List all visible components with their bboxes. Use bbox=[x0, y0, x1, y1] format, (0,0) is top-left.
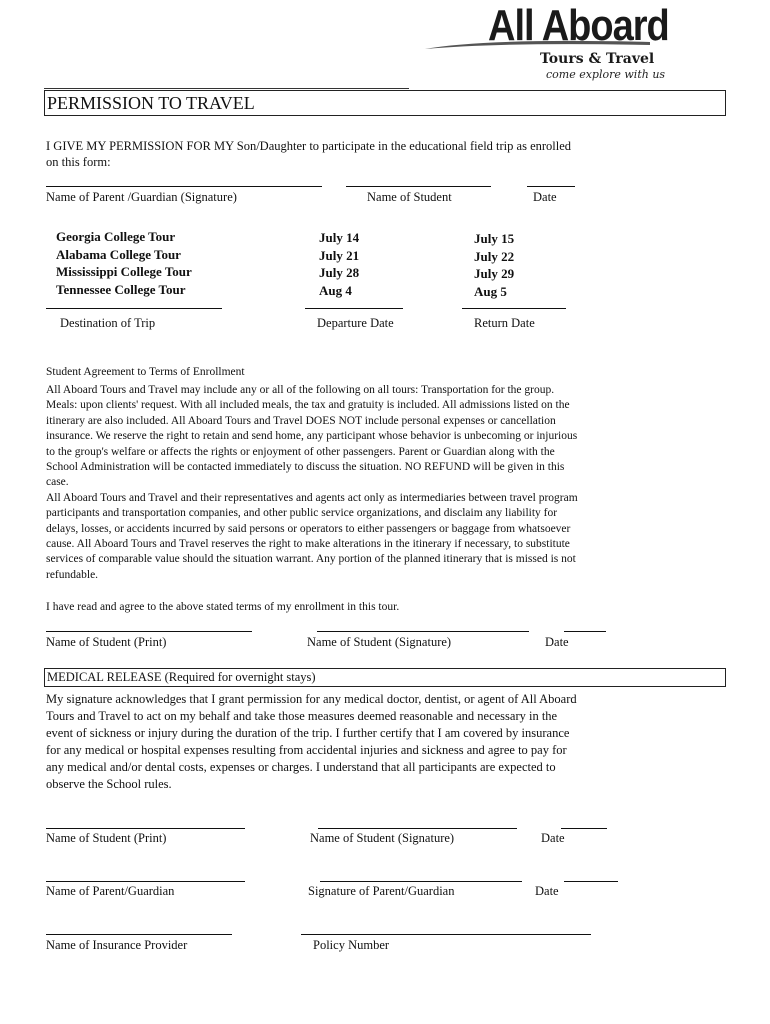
medical-line: My signature acknowledges that I grant permission for any medical doctor, dentist, or agent of All Aboard bbox=[46, 692, 577, 706]
logo-tagline: come explore with us bbox=[546, 68, 666, 81]
departure-date: July 21 bbox=[319, 247, 360, 263]
medical-line: observe the School rules. bbox=[46, 777, 172, 791]
date-label: Date bbox=[535, 884, 559, 898]
student-signature-label: Name of Student (Signature) bbox=[310, 831, 455, 845]
agreement-line: School Administration will be contacted immediately to discuss the situation. NO REFUND will be given in this bbox=[46, 461, 565, 474]
agreement-line: case. bbox=[46, 476, 69, 489]
date-label: Date bbox=[533, 190, 557, 204]
return-date: July 15 bbox=[474, 231, 515, 246]
destination-column bbox=[56, 228, 192, 298]
student-signature-line[interactable] bbox=[318, 828, 517, 829]
logo-subtitle: Tours & Travel bbox=[540, 51, 655, 67]
agreement-line: services of comparable value should the situation warrant. Any portion of the planned itinerary that is missed is not bbox=[46, 553, 576, 566]
departure-line bbox=[305, 308, 403, 309]
return-date: Aug 5 bbox=[474, 283, 507, 299]
return-label: Return Date bbox=[474, 316, 535, 330]
medical-line: event of sickness or injury during the duration of the trip. I further certify that I am covered by insurance bbox=[46, 726, 570, 740]
date-label: Date bbox=[541, 831, 565, 845]
medical-text bbox=[46, 691, 626, 793]
insurance-provider-line[interactable] bbox=[46, 934, 232, 935]
date-line[interactable] bbox=[561, 828, 607, 829]
destination-label: Destination of Trip bbox=[60, 316, 156, 330]
page-title: PERMISSION TO TRAVEL bbox=[47, 93, 255, 113]
date-line[interactable] bbox=[527, 186, 575, 187]
student-print-label: Name of Student (Print) bbox=[46, 635, 167, 649]
destination-item: Alabama College Tour bbox=[56, 246, 181, 262]
agreement-line: All Aboard Tours and Travel may include any or all of the following on all tours: Transportation for the group. bbox=[46, 384, 555, 396]
parent-signature-label: Name of Parent /Guardian (Signature) bbox=[46, 190, 237, 204]
agreement-line: cause. All Aboard Tours and Travel reserves the right to make alterations in the itinerary if necessary, to substitute bbox=[46, 538, 570, 551]
medical-release-heading: MEDICAL RELEASE (Required for overnight stays) bbox=[47, 670, 316, 684]
parent-name-label: Name of Parent/Guardian bbox=[46, 884, 175, 898]
departure-date: July 14 bbox=[319, 230, 360, 245]
permission-text-line-1: I GIVE MY PERMISSION FOR MY Son/Daughter to participate in the educational field trip as enrolled bbox=[46, 139, 572, 153]
agreement-line: refundable. bbox=[46, 568, 99, 581]
return-line bbox=[462, 308, 566, 309]
medical-line: for any medical or hospital expenses resulting from accidental injuries and sickness and agree to pay for bbox=[46, 743, 567, 757]
return-date: July 29 bbox=[474, 266, 515, 281]
agreement-line: All Aboard Tours and Travel and their representatives and agents act only as intermediaries between travel program bbox=[46, 491, 578, 504]
date-line[interactable] bbox=[564, 631, 606, 632]
student-print-label: Name of Student (Print) bbox=[46, 831, 167, 845]
student-name-line[interactable] bbox=[346, 186, 491, 187]
departure-date: July 28 bbox=[319, 265, 360, 280]
agreement-text bbox=[46, 383, 626, 583]
departure-date: Aug 4 bbox=[319, 282, 352, 298]
return-column bbox=[474, 230, 514, 300]
medical-line: any medical and/or dental costs, expenses or charges. I understand that all participants are expected to bbox=[46, 760, 556, 774]
parent-name-line[interactable] bbox=[46, 881, 245, 882]
parent-signature-line[interactable] bbox=[320, 881, 522, 882]
agreement-line: delays, losses, or accidents incurred by said persons or operators to either passengers or baggage from whatsoever bbox=[46, 522, 571, 535]
destination-item: Tennessee College Tour bbox=[56, 281, 186, 297]
agreement-confirm: I have read and agree to the above stated terms of my enrollment in this tour. bbox=[46, 601, 400, 613]
departure-label: Departure Date bbox=[317, 316, 394, 330]
student-print-line[interactable] bbox=[46, 828, 245, 829]
agreement-line: insurance. We reserve the right to retain and send home, any participant whose behavior is unbecoming or injurious bbox=[46, 430, 578, 443]
title-box bbox=[44, 90, 726, 116]
student-name-label: Name of Student bbox=[367, 190, 452, 204]
agreement-line: to the group's welfare or affects the rights or enjoyment of other passengers. Parent or Guardian along with the bbox=[46, 445, 555, 458]
date-line[interactable] bbox=[564, 881, 618, 882]
permission-text-line-2: on this form: bbox=[46, 155, 111, 169]
policy-number-label: Policy Number bbox=[313, 938, 390, 952]
agreement-line: itinerary are also included. All Aboard Tours and Travel DOES NOT include personal expenses or cancellation bbox=[46, 414, 556, 427]
medical-release-box bbox=[44, 668, 726, 687]
date-label: Date bbox=[545, 635, 569, 649]
destination-item: Georgia College Tour bbox=[56, 229, 176, 244]
departure-column bbox=[319, 229, 359, 299]
policy-number-line[interactable] bbox=[301, 934, 591, 935]
return-date: July 22 bbox=[474, 248, 515, 264]
student-signature-line[interactable] bbox=[317, 631, 529, 632]
parent-signature-line[interactable] bbox=[46, 186, 322, 187]
medical-line: Tours and Travel to act on my behalf and take those measures deemed reasonable and necessary in the bbox=[46, 709, 558, 723]
agreement-heading: Student Agreement to Terms of Enrollment bbox=[46, 366, 245, 378]
agreement-line: participants and transportation companies, and other public service organizations, and disclaim any liability for bbox=[46, 507, 558, 520]
header-rule bbox=[44, 88, 409, 89]
parent-signature-label: Signature of Parent/Guardian bbox=[308, 884, 455, 898]
destination-line bbox=[46, 308, 222, 309]
logo-wordmark: All Aboard bbox=[488, 2, 669, 51]
student-signature-label: Name of Student (Signature) bbox=[307, 635, 452, 649]
insurance-provider-label: Name of Insurance Provider bbox=[46, 938, 188, 952]
agreement-line: Meals: upon clients' request. With all included meals, the tax and gratuity is included. All admissions listed on the bbox=[46, 399, 570, 412]
student-print-line[interactable] bbox=[46, 631, 252, 632]
destination-item: Mississippi College Tour bbox=[56, 264, 192, 279]
